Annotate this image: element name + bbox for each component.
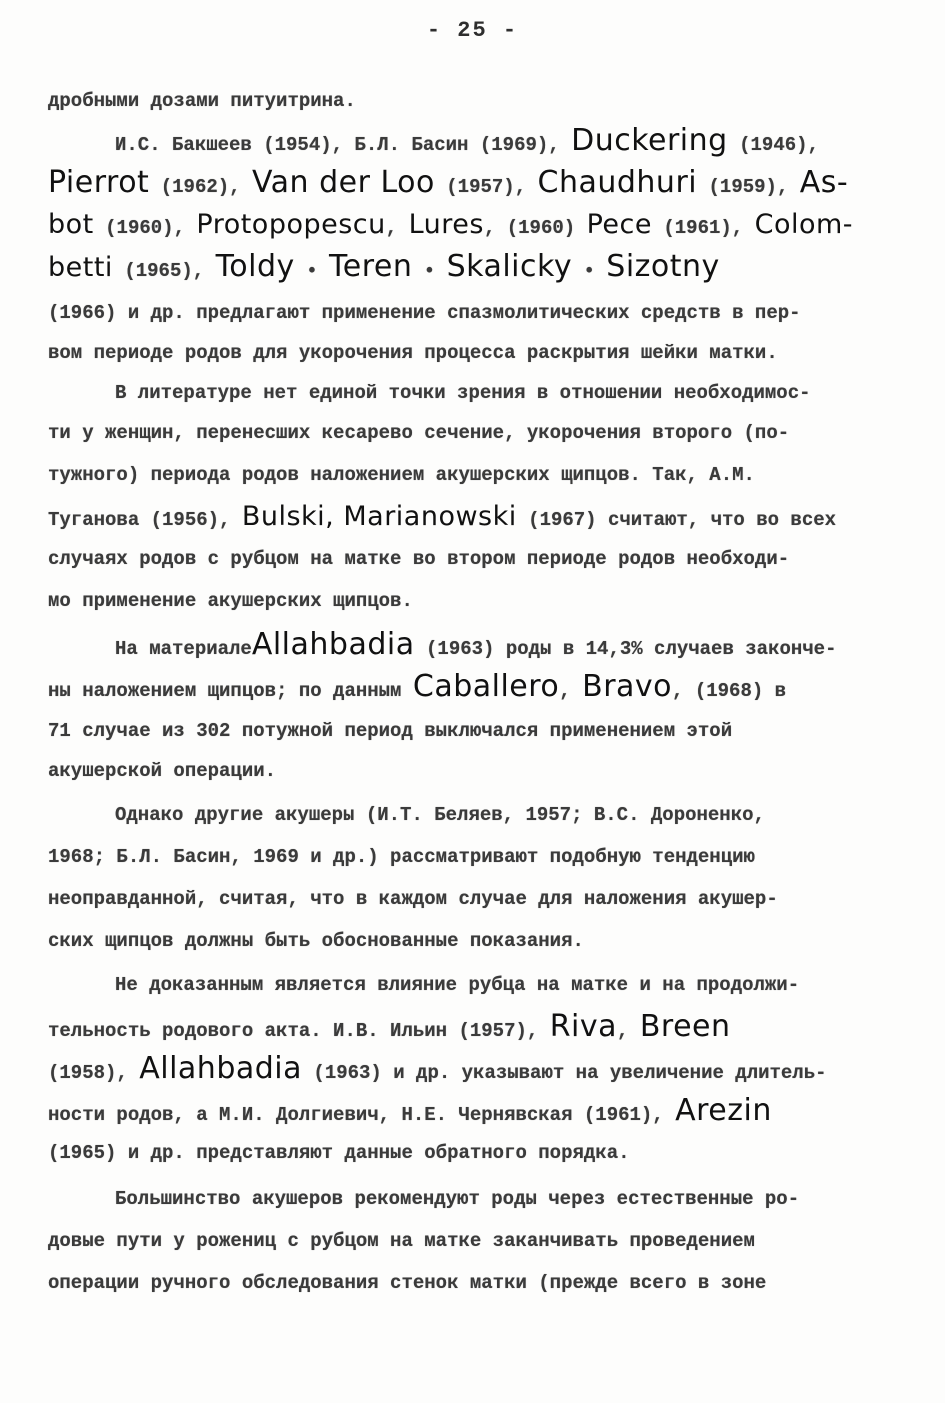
text-line	[48, 544, 898, 574]
typed-text: вом периоде родов для укорочения процесса раскрытия шейки матки.	[48, 342, 778, 364]
handwritten-name: As-	[799, 165, 849, 200]
handwritten-name: Bravo	[582, 669, 673, 704]
typed-text: В литературе нет единой точки зрения в отношении необходимос-	[115, 382, 811, 404]
typed-text: 71 случае из 302 потужной период выключался применением этой	[48, 720, 733, 742]
text-line	[115, 970, 945, 1000]
typed-text: На материале	[115, 638, 252, 660]
typed-text: неоправданной, считая, что в каждом случае для наложения акушер-	[48, 888, 778, 910]
text-line	[48, 1138, 898, 1168]
text-line	[115, 1184, 945, 1214]
typed-text: (1965) и др. представляют данные обратного порядка.	[48, 1142, 630, 1164]
full-text-line: ны наложением щипцов; по данным Caballero, Bravo, (1968) в	[479, 1330, 514, 1331]
typed-text: ских щипцов должны быть обоснованные показания.	[48, 930, 584, 952]
handwritten-name: Allahbadia	[251, 627, 415, 662]
typed-text: (1963) роды в 14,3% случаев закончe-	[426, 638, 837, 660]
handwritten-name: Teren	[329, 249, 413, 284]
handwritten-name: Pierrot	[48, 165, 150, 200]
full-text-line: неоправданной, считая, что в каждом случае для наложения акушер-	[636, 1330, 675, 1331]
handwritten-name: Van der Loo	[251, 165, 435, 200]
typed-text: довые пути у рожениц с рубцом на матке заканчивать проведением	[48, 1230, 755, 1252]
full-text-line: 1968; Б.Л. Басин, 1969 и др.) рассматривают подобную тенденцию	[598, 1330, 636, 1331]
handwritten-name: Lures	[408, 209, 484, 240]
full-text-line: тельность родового акта. И.В. Ильин (1957), Riva, Breen	[740, 1330, 774, 1331]
typed-text: (1966) и др. предлагают применение спазмолитических средств в пер-	[48, 302, 801, 324]
text-line	[48, 86, 898, 116]
typed-text: ,	[559, 680, 571, 702]
typed-text: ности родов, а М.И. Долгиевич, Н.Е. Чернявская (1961),	[48, 1104, 664, 1126]
typed-text: (1957),	[446, 176, 527, 198]
text-line	[48, 716, 898, 746]
full-text-line: (1965) и др. представляют данные обратного порядка.	[850, 1330, 882, 1331]
text-line: betti (1965), Toldy • Teren • Skalicky • Sizotny	[48, 249, 720, 284]
typed-text: (1963) и др. указывают на увеличение длитель-	[313, 1062, 827, 1084]
typed-text: (1960),	[105, 217, 185, 239]
typed-text: , (1960)	[483, 217, 576, 239]
full-text-line: ских щипцов должны быть обоснованные показания.	[675, 1330, 704, 1331]
typed-text: ,	[617, 1020, 629, 1042]
full-text-layer	[0, 1330, 945, 1390]
typed-text: (1967) считают, что во всех	[528, 509, 837, 531]
typed-text: Туганова (1956),	[48, 509, 231, 531]
text-line	[48, 1093, 898, 1128]
text-line	[48, 165, 898, 200]
handwritten-name: Allahbadia	[139, 1051, 303, 1086]
full-text-line: довые пути у рожениц с рубцом на матке заканчивать проведением	[0, 1330, 942, 1332]
full-text-line: операции ручного обследования стенок матки (прежде всего в зоне	[14, 1331, 53, 1332]
full-text-line: Большинство акушеров рекомендуют роды через естественные ро-	[881, 1330, 918, 1331]
text-line	[115, 627, 945, 662]
text-line	[115, 123, 945, 158]
handwritten-name: Toldy	[215, 249, 295, 284]
handwritten-name: betti	[48, 252, 113, 283]
full-text-line: И.С. Бакшеев (1954), Б.Л. Басин (1969), Duckering (1946),	[16, 1330, 52, 1331]
text-line	[115, 800, 945, 830]
typed-text: акушерской операции.	[48, 760, 277, 782]
full-text-line: На материале Allahbadia (1963) роды в 14,3% случаев закончe-	[442, 1330, 479, 1331]
full-text-line: (1966) и др. предлагают применение спазмолитических средств в пер-	[150, 1330, 190, 1331]
text-line	[48, 884, 898, 914]
full-text-line: 71 случае из 302 потужной период выключался применением этой	[514, 1330, 551, 1331]
full-text-line: мо применение акушерских щипцов.	[422, 1330, 442, 1331]
handwritten-name: Arezin	[675, 1093, 772, 1128]
text-line	[115, 378, 945, 408]
handwritten-name: Bulski, Marianowski	[241, 501, 517, 532]
text-line	[48, 502, 898, 532]
text-line	[48, 756, 898, 786]
page-number: - 25 -	[426, 18, 519, 43]
full-text-line: ности родов, а М.И. Долгиевич, Н.Е. Чернявская (1961), Arezin	[813, 1330, 851, 1331]
typed-text: (1962),	[160, 176, 241, 198]
handwritten-name: Sizotny	[606, 249, 720, 284]
typed-text: ти у женщин, перенесших кесарево сечение, укорочения второго (по-	[48, 422, 790, 444]
typed-text: , (1968) в	[672, 680, 787, 702]
text-line	[48, 418, 898, 448]
typed-text: Большинство акушеров рекомендуют роды через естественные ро-	[115, 1188, 800, 1210]
full-text-line: В литературе нет единой точки зрения в отношении необходимос-	[229, 1330, 266, 1331]
handwritten-name: Colom-	[754, 209, 854, 240]
text-line	[48, 1268, 898, 1298]
handwritten-name: Breen	[639, 1009, 731, 1044]
text-line	[48, 926, 898, 956]
typed-text: (1965),	[124, 260, 205, 282]
full-text-line: Однако другие акушеры (И.Т. Беляев, 1957; В.С. Дороненко,	[563, 1330, 598, 1331]
full-text-line: случаях родов с рубцом на матке во втором периоде родов необходи-	[383, 1330, 423, 1331]
typed-text: тельность родового акта. И.В. Ильин (1957),	[48, 1020, 539, 1042]
full-text-line: тужного) периода родов наложением акушерских щипцов. Так, А.М.	[306, 1330, 344, 1331]
typed-text: Не доказанным является влияние рубца на матке и на продолжи-	[115, 974, 800, 996]
text-line	[48, 338, 898, 368]
full-text-line: Pierrot (1962), Van der Loo (1957), Chaudhuri (1959), As-	[51, 1330, 86, 1331]
text-line	[48, 210, 898, 240]
full-text-line: акушерской операции.	[551, 1330, 564, 1331]
full-text-line: bot (1960), Protopopescu, Lures, (1960) Pece (1961), Colom-	[86, 1330, 122, 1331]
handwritten-name: Caballero	[412, 669, 560, 704]
typed-text: операции ручного обследования стенок матки (прежде всего в зоне	[48, 1272, 767, 1294]
typed-text: (1961),	[663, 217, 744, 239]
full-text-line: ти у женщин, перенесших кесарево сечение, укорочения второго (по-	[266, 1330, 306, 1331]
typed-text: мо применение акушерских щипцов.	[48, 590, 413, 612]
text-line	[48, 842, 898, 872]
typed-text: 1968; Б.Л. Басин, 1969 и др.) рассматривают подобную тенденцию	[48, 846, 755, 868]
full-text-line: вом периоде родов для укорочения процесса раскрытия шейки матки.	[190, 1330, 229, 1331]
handwritten-name: Chaudhuri	[537, 165, 698, 200]
text-line	[48, 586, 898, 616]
typed-text: случаях родов с рубцом на матке во втором периоде родов необходи-	[48, 548, 790, 570]
handwritten-name: Skalicky	[446, 249, 573, 284]
full-text-line: (1958), Allahbadia (1963) и др. указывают на увеличение длитель-	[774, 1330, 813, 1331]
handwritten-name: Protopopescu	[196, 209, 386, 240]
typed-text: тужного) периода родов наложением акушерских щипцов. Так, А.М.	[48, 464, 755, 486]
typed-text: (1958),	[48, 1062, 128, 1084]
typed-text: (1959),	[708, 176, 789, 198]
full-text-line: Не доказанным является влияние рубца на матке и на продолжи-	[704, 1330, 741, 1331]
typed-text: ны наложением щипцов; по данным	[48, 680, 402, 702]
handwritten-name: Duckering	[571, 123, 728, 158]
typed-text: И.С. Бакшеев (1954), Б.Л. Басин (1969),	[115, 134, 560, 156]
full-text-line: дробными дозами питуитрина.	[0, 1330, 17, 1331]
full-text-line: betti (1965), Toldy, Teren, Skalicky, Sizotny	[122, 1330, 150, 1331]
text-line	[48, 298, 898, 328]
typed-text: ,	[385, 217, 398, 239]
text-line	[48, 669, 898, 704]
text-line	[48, 460, 898, 490]
text-line	[48, 1009, 898, 1044]
text-line	[48, 1051, 898, 1086]
typed-text: дробными дозами питуитрина.	[48, 90, 356, 112]
full-text-line: Туганова (1956), Bulski, Marianowski (1967) считают, что во всех	[344, 1330, 383, 1331]
typed-text: (1946),	[739, 134, 819, 156]
text-line	[48, 1226, 898, 1256]
handwritten-name: Pece	[586, 209, 652, 240]
handwritten-name: Riva	[549, 1009, 618, 1044]
handwritten-name: bot	[48, 209, 94, 240]
typed-text: Однако другие акушеры (И.Т. Беляев, 1957; В.С. Дороненко,	[115, 804, 765, 826]
